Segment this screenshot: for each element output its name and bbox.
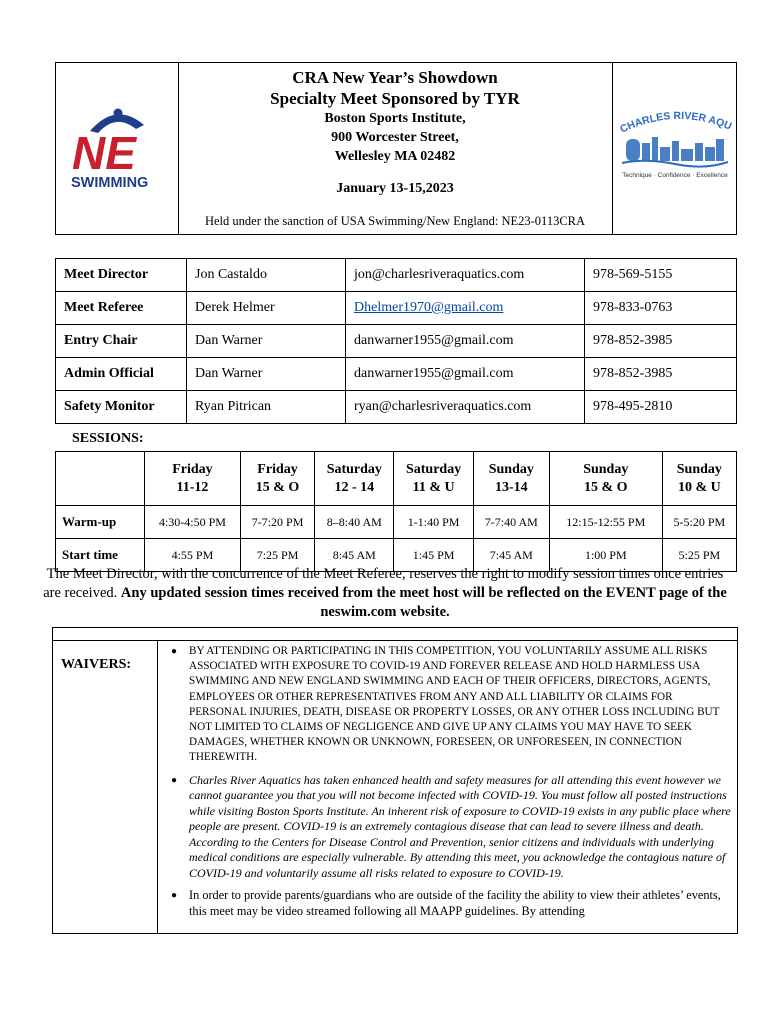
table-row bbox=[56, 506, 737, 539]
notice-text: The Meet Director, with the concurrence of the Meet Referee, reserves the right to modify session times once entries are received. bbox=[43, 566, 724, 601]
session-group: 15 & O bbox=[584, 479, 628, 495]
cra-skyline-7 bbox=[705, 147, 715, 161]
session-day: Friday bbox=[257, 461, 298, 477]
session-group: 11 & U bbox=[412, 479, 455, 495]
sanction-line: Held under the sanction of USA Swimming/New England: NE23-0113CRA bbox=[204, 214, 586, 228]
session-col-header bbox=[145, 452, 241, 506]
warmup-time: 5-5:20 PM bbox=[662, 506, 736, 539]
bullet-icon: ● bbox=[171, 646, 178, 657]
venue-city: Wellesley MA 02482 bbox=[334, 149, 456, 164]
cra-skyline-2 bbox=[652, 137, 658, 161]
official-name: Dan Warner bbox=[187, 358, 346, 391]
official-phone: 978-495-2810 bbox=[585, 391, 737, 424]
bullet-icon: ● bbox=[171, 890, 178, 902]
warmup-time: 7-7:40 AM bbox=[473, 506, 549, 539]
session-group: 11-12 bbox=[176, 479, 209, 495]
session-col-header bbox=[473, 452, 549, 506]
official-phone: 978-852-3985 bbox=[585, 325, 737, 358]
ne-logo-letters: NE bbox=[72, 127, 136, 179]
session-day: Sunday bbox=[488, 461, 534, 477]
cra-skyline-6 bbox=[695, 143, 703, 161]
start-time: 1:45 PM bbox=[394, 539, 473, 572]
official-role: Entry Chair bbox=[56, 325, 187, 358]
meet-title-line1: CRA New Year’s Showdown bbox=[292, 68, 498, 87]
session-col-header bbox=[662, 452, 736, 506]
warmup-time: 7-7:20 PM bbox=[240, 506, 314, 539]
sessions-header-row bbox=[56, 452, 737, 506]
venue-name: Boston Sports Institute, bbox=[324, 111, 466, 126]
officials-table bbox=[55, 258, 737, 424]
cra-logo-wave bbox=[622, 161, 728, 167]
meet-title-line2: Specialty Meet Sponsored by TYR bbox=[270, 89, 520, 108]
warmup-time: 8–8:40 AM bbox=[315, 506, 394, 539]
cra-logo-graphic bbox=[616, 103, 734, 183]
cra-logo-tagline: Technique · Confidence · Excellence bbox=[622, 172, 728, 179]
official-name: Dan Warner bbox=[187, 325, 346, 358]
start-time: 7:25 PM bbox=[240, 539, 314, 572]
warmup-time: 12:15-12:55 PM bbox=[549, 506, 662, 539]
header-divider-right bbox=[612, 63, 613, 234]
cra-skyline-5 bbox=[681, 149, 693, 161]
session-col-header bbox=[240, 452, 314, 506]
session-change-notice bbox=[40, 565, 730, 622]
start-time: 1:00 PM bbox=[549, 539, 662, 572]
warmup-time: 4:30-4:50 PM bbox=[145, 506, 241, 539]
session-group: 15 & O bbox=[255, 479, 300, 495]
charles-river-aquatics-logo bbox=[616, 103, 734, 183]
start-time: 5:25 PM bbox=[662, 539, 736, 572]
session-col-header bbox=[315, 452, 394, 506]
table-row bbox=[56, 292, 737, 325]
session-day: Saturday bbox=[405, 461, 462, 477]
start-time: 7:45 AM bbox=[473, 539, 549, 572]
waivers-divider bbox=[157, 641, 158, 933]
official-email: danwarner1955@gmail.com bbox=[346, 325, 585, 358]
list-item bbox=[171, 773, 731, 882]
session-day: Sunday bbox=[676, 461, 722, 477]
sessions-heading: SESSIONS: bbox=[72, 431, 144, 446]
waiver-text: Charles River Aquatics has taken enhanced health and safety measures for all attending this event however we cannot guarantee you that you will not become infected with COVID-19. You must follow all posted instructions while visiting Boston Sports Institute. An inherent risk of exposure to COVID-19 exists in any public place where people are present. COVID-19 is an extremely contagious disease that can lead to severe illness and death. According to the Centers for Disease Control and Prevention, senior citizens and individuals with underlying medical conditions are especially vulnerable. By attending this meet, you acknowledge the contagious nature of COVID-19 and voluntarily assume all risks related to exposure to COVID-19. bbox=[189, 772, 731, 880]
ne-swimming-logo-graphic bbox=[68, 103, 168, 193]
table-row bbox=[56, 259, 737, 292]
waiver-text: In order to provide parents/guardians who are outside of the facility the ability to view their athletes’ events, this meet may be video streamed following all MAAPP guidelines. By attending bbox=[189, 888, 721, 918]
official-email: ryan@charlesriveraquatics.com bbox=[346, 391, 585, 424]
cra-logo-name: CHARLES RIVER AQU bbox=[618, 109, 734, 136]
official-email: jon@charlesriveraquatics.com bbox=[346, 259, 585, 292]
ne-logo-head bbox=[114, 109, 123, 118]
start-time: 4:55 PM bbox=[145, 539, 241, 572]
official-phone: 978-569-5155 bbox=[585, 259, 737, 292]
cra-skyline-4 bbox=[672, 141, 679, 161]
waivers-list bbox=[171, 641, 731, 926]
cra-skyline-1 bbox=[642, 143, 650, 161]
session-col-header bbox=[549, 452, 662, 506]
official-name: Ryan Pitrican bbox=[187, 391, 346, 424]
session-group: 12 - 14 bbox=[334, 479, 375, 495]
session-day: Sunday bbox=[583, 461, 629, 477]
referee-email-link[interactable]: Dhelmer1970@gmail.com bbox=[354, 300, 504, 315]
waivers-body bbox=[53, 640, 737, 933]
official-phone: 978-852-3985 bbox=[585, 358, 737, 391]
table-row bbox=[56, 325, 737, 358]
table-row bbox=[56, 391, 737, 424]
session-day: Friday bbox=[172, 461, 213, 477]
session-group: 13-14 bbox=[494, 479, 528, 495]
session-group: 10 & U bbox=[677, 479, 721, 495]
ne-swimming-logo bbox=[68, 103, 168, 193]
waiver-text: BY ATTENDING OR PARTICIPATING IN THIS COMPETITION, YOU VOLUNTARILY ASSUME ALL RISKS ASSOCIATED WITH EXPOSURE TO COVID-19 AND FOREVER RELEASE AND HOLD HARMLESS USA SWIMMING AND NEW ENGLAND SWIMMING AND EACH OF THEIR OFFICERS, DIRECTORS, AGENTS, EMPLOYEES OR OTHER REPRESENTATIVES FROM ANY AND ALL LIABILITY OR CLAIMS FOR PERSONAL INJURIES, DEATH, DISEASE OR PROPERTY LOSSES, OR ANY OTHER LOSS INCLUDING BUT NOT LIMITED TO CLAIMS OF NEGLIGENCE AND GIVE UP ANY CLAIMS YOU MAY HAVE TO SEEK DAMAGES, WHETHER KNOWN OR UNKNOWN, FORESEEN, OR UNFORESEEN, IN CONNECTION THEREWITH. bbox=[189, 645, 720, 764]
list-item bbox=[171, 888, 731, 919]
official-role: Meet Referee bbox=[56, 292, 187, 325]
warmup-time: 1-1:40 PM bbox=[394, 506, 473, 539]
cra-skyline-3 bbox=[660, 147, 670, 161]
official-name: Jon Castaldo bbox=[187, 259, 346, 292]
meet-header bbox=[55, 62, 737, 235]
warmup-label: Warm-up bbox=[56, 506, 145, 539]
cra-logo-c bbox=[626, 139, 640, 161]
official-role: Meet Director bbox=[56, 259, 187, 292]
venue-street: 900 Worcester Street, bbox=[331, 130, 459, 145]
start-time-label: Start time bbox=[56, 539, 145, 572]
waivers-label: WAIVERS: bbox=[61, 657, 132, 672]
official-name: Derek Helmer bbox=[187, 292, 346, 325]
official-role: Safety Monitor bbox=[56, 391, 187, 424]
list-item bbox=[171, 644, 731, 766]
session-day: Saturday bbox=[326, 461, 382, 477]
sessions-corner-cell bbox=[56, 452, 145, 506]
sessions-table bbox=[55, 451, 737, 572]
official-email: danwarner1955@gmail.com bbox=[346, 358, 585, 391]
ne-logo-word: SWIMMING bbox=[71, 175, 149, 191]
session-col-header bbox=[394, 452, 473, 506]
start-time: 8:45 AM bbox=[315, 539, 394, 572]
official-role: Admin Official bbox=[56, 358, 187, 391]
cra-skyline-8 bbox=[716, 139, 724, 161]
official-email bbox=[346, 292, 585, 325]
notice-bold-text: Any updated session times received from the meet host will be reflected on the EVENT page of the neswim.com website. bbox=[120, 585, 727, 620]
bullet-icon: ● bbox=[171, 774, 178, 786]
table-row bbox=[56, 358, 737, 391]
waivers-section bbox=[52, 627, 738, 934]
official-phone: 978-833-0763 bbox=[585, 292, 737, 325]
meet-dates: January 13-15,2023 bbox=[336, 181, 454, 196]
